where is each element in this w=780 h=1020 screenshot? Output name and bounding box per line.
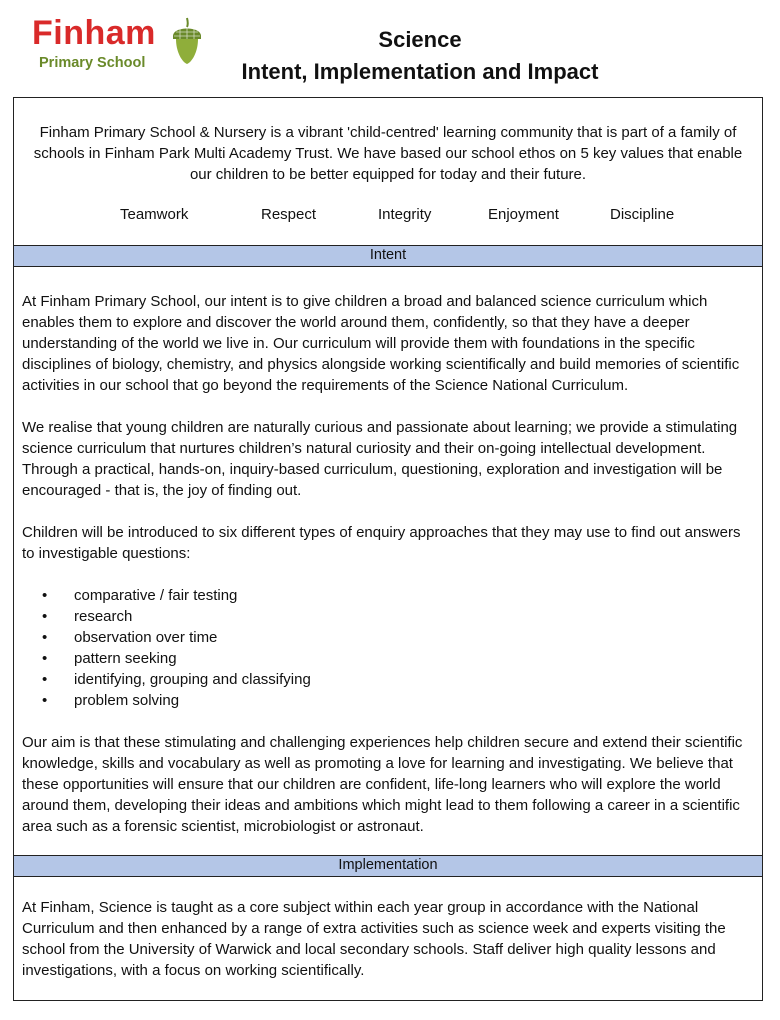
- implementation-paragraph-1: At Finham, Science is taught as a core subject within each year group in accordance with the National Curriculum and then enhanced by a range of extra activities such as science week and experts visiting the school from the University of Warwick and local secondary schools. Staff deliver high quality lessons and investigations, with a focus on working scientifically.: [22, 899, 726, 979]
- value-discipline: Discipline: [610, 206, 675, 223]
- intent-paragraph-3: Children will be introduced to six different types of enquiry approaches that they may use to find out answers to investigable questions:: [22, 524, 741, 562]
- list-item: • identifying, grouping and classifying: [22, 669, 754, 690]
- content-frame: [13, 97, 763, 1001]
- list-item: • problem solving: [22, 690, 754, 711]
- intent-section: [22, 291, 754, 837]
- enquiry-approaches-list: [22, 585, 754, 711]
- logo-subtitle: Primary School: [39, 55, 146, 71]
- list-item: • comparative / fair testing: [22, 585, 754, 606]
- value-respect: Respect: [261, 206, 317, 223]
- intent-paragraph-1: At Finham Primary School, our intent is to give children a broad and balanced science curriculum which enables them to explore and discover the world around them, confidently, so that they have a deeper understanding of the world we live in. Our curriculum will provide them with foundations in the specific disciplines of biology, chemistry, and physics alongside working scientifically and build memories of scientific activities in our school that go beyond the requirements of the Science National Curriculum.: [22, 293, 740, 394]
- page-title: [210, 24, 630, 88]
- title-subject: Science: [378, 27, 462, 52]
- intent-heading: Intent: [14, 245, 762, 267]
- intent-paragraph-2: We realise that young children are naturally curious and passionate about learning; we provide a stimulating science curriculum that nurtures children’s natural curiosity and their on-going intellectual development. Through a practical, hands-on, inquiry-based curriculum, questioning, exploration and investigation will be encouraged - that is, the joy of finding out.: [22, 419, 738, 499]
- implementation-heading: Implementation: [14, 855, 762, 877]
- school-values: [14, 206, 762, 228]
- implementation-section: [22, 897, 754, 981]
- logo-name: Finham: [32, 14, 156, 52]
- acorn-icon: [170, 16, 204, 66]
- list-item: • pattern seeking: [22, 648, 754, 669]
- value-teamwork: Teamwork: [120, 206, 189, 223]
- intent-paragraph-4: Our aim is that these stimulating and challenging experiences help children secure and extend their scientific knowledge, skills and vocabulary as well as promoting a love for learning and investigating. We believe that these opportunities will ensure that our children are confident, life-long learners who will explore the world around them, developing their ideas and ambitions which might lead to them following a career in a scientific area such as a forensic scientist, microbiologist or astronaut.: [22, 734, 743, 835]
- value-integrity: Integrity: [378, 206, 432, 223]
- school-logo: [30, 14, 210, 70]
- title-heading: Intent, Implementation and Impact: [241, 59, 599, 84]
- list-item: • research: [22, 606, 754, 627]
- value-enjoyment: Enjoyment: [488, 206, 559, 223]
- list-item: • observation over time: [22, 627, 754, 648]
- intro-text: Finham Primary School & Nursery is a vibrant 'child-centred' learning community that is part of a family of schools in Finham Park Multi Academy Trust. We have based our school ethos on 5 key values that enable our children to be better equipped for today and their future.: [33, 124, 743, 183]
